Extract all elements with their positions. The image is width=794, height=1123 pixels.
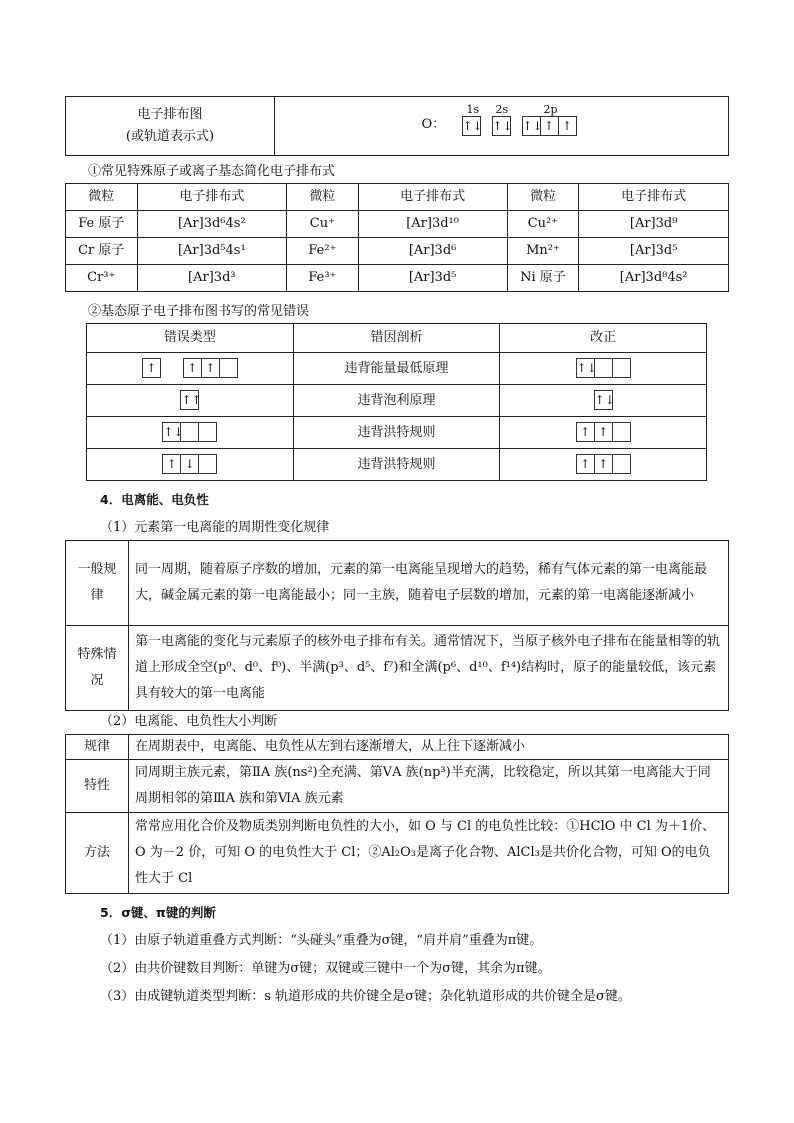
section2-title: ②基态原子电子排布图书写的常见错误 [88, 304, 310, 319]
orbital-2p [522, 115, 577, 138]
orbital-box-group [576, 421, 631, 443]
table-header: 微粒 [287, 184, 359, 211]
orbital-box [199, 454, 217, 474]
orbital-box [595, 358, 613, 378]
table-cell: Mn²⁺ [507, 238, 579, 265]
fix-diagram-cell [500, 449, 707, 481]
orbital-box-group [594, 389, 613, 411]
reason-cell: 违背泡利原理 [293, 385, 500, 417]
reason-cell: 违背洪特规则 [293, 449, 500, 481]
subheading-4-2: （2）电离能、电负性大小判断 [100, 714, 278, 729]
table-header: 错误类型 [87, 324, 294, 353]
orbital-box: ↑ [202, 358, 220, 378]
row-text: 同周期主族元素，第ⅡA 族(ns²)全充满、第ⅤA 族(np³)半充满，比较稳定，所以其第一电离能大于同周期相邻的第ⅢA 族和第ⅥA 族元素 [129, 760, 729, 813]
orbital-diagram-cell [275, 97, 729, 156]
fix-diagram-cell [500, 385, 707, 417]
section1-title: ①常见特殊原子或离子基态简化电子排布式 [88, 164, 336, 179]
row-text: 在周期表中，电离能、电负性从左到右逐渐增大，从上往下逐渐减小 [129, 735, 729, 760]
paragraph-5-2: （2）由共价键数目判断：单键为σ键；双键或三键中一个为σ键，其余为π键。 [100, 961, 551, 976]
paragraph-5-3: （3）由成键轨道类型判断：s 轨道形成的共价键全是σ键；杂化轨道形成的共价键全是σ键。 [100, 989, 631, 1004]
heading-4: 4．电离能、电负性 [100, 492, 209, 507]
orbital-box [181, 422, 199, 442]
orbital-box: ↑ [541, 116, 559, 136]
table-row [66, 735, 729, 760]
table-header: 改正 [500, 324, 707, 353]
orbital-box: ↑↓ [462, 116, 481, 136]
reason-cell: 违背能量最低原理 [293, 353, 500, 385]
orbital-box-group [576, 453, 631, 475]
element-symbol: O： [421, 117, 446, 132]
orbital-box-group [142, 357, 161, 379]
table-cell: [Ar]3d⁶ [358, 238, 507, 265]
table-row [87, 449, 707, 481]
table-row [87, 385, 707, 417]
paragraph-5-1: （1）由原子轨道重叠方式判断：“头碰头”重叠为σ键，“肩并肩”重叠为π键。 [100, 933, 543, 948]
table-cell: Cr³⁺ [66, 265, 138, 292]
orbital-box: ↑↓ [492, 116, 511, 136]
orbital-table [65, 96, 729, 156]
wrong-diagram-cell [87, 353, 294, 385]
table-cell: [Ar]3d⁸4s² [579, 265, 729, 292]
table-cell: Cu⁺ [287, 211, 359, 238]
orbital-box-group [576, 357, 631, 379]
fix-diagram-cell [500, 417, 707, 449]
table-header-row [87, 324, 707, 353]
table-row [87, 353, 707, 385]
orbital-box: ↑↓ [162, 422, 181, 442]
table-row [66, 626, 729, 711]
row-text: 第一电离能的变化与元素原子的核外电子排布有关。通常情况下，当原子核外电子排布在能量相等的轨道上形成全空(p⁰、d⁰、f⁰)、半满(p³、d⁵、f⁷)和全满(p⁶、d¹⁰、f¹⁴)结构时，原子的能量较低，该元素具有较大的第一电离能 [129, 626, 729, 711]
orbital-box [613, 454, 631, 474]
table-cell: [Ar]3d⁵4s¹ [137, 238, 287, 265]
table-cell: [Ar]3d¹⁰ [358, 211, 507, 238]
table-cell: Fe²⁺ [287, 238, 359, 265]
orbital-box: ↑ [576, 422, 595, 442]
orbital-box [199, 422, 217, 442]
wrong-diagram-cell [87, 385, 294, 417]
orbital-box: ↑↓ [594, 390, 613, 410]
row-label: 一般规律 [66, 541, 129, 626]
orbital-box-group [462, 115, 481, 137]
orbital-box [613, 422, 631, 442]
orbital-box: ↑ [576, 454, 595, 474]
table-cell: [Ar]3d⁶4s² [137, 211, 287, 238]
orbital-label-line1: 电子排布图 [137, 107, 203, 122]
sub-2p-label: 2p [543, 103, 558, 116]
sub-1s-label: 1s [466, 103, 480, 116]
heading-5: 5．σ键、π键的判断 [100, 905, 216, 920]
orbital-box: ↑ [559, 116, 577, 136]
fix-diagram-cell [500, 353, 707, 385]
orbital-box: ↑↓ [522, 116, 541, 136]
reason-cell: 违背洪特规则 [293, 417, 500, 449]
orbital-box: ↑ [162, 454, 181, 474]
table-header: 错因剖析 [293, 324, 500, 353]
table-cell: [Ar]3d⁹ [579, 211, 729, 238]
orbital-box-group [522, 115, 577, 137]
row-text: 同一周期，随着原子序数的增加，元素的第一电离能呈现增大的趋势，稀有气体元素的第一电离能最大，碱金属元素的第一电离能最小；同一主族，随着电子层数的增加，元素的第一电离能逐渐减小 [129, 541, 729, 626]
orbital-box: ↓ [181, 454, 199, 474]
table-cell: Fe 原子 [66, 211, 138, 238]
table-row [66, 211, 729, 238]
orbital-1s [462, 115, 481, 138]
orbital-box: ↑ [595, 422, 613, 442]
table-row [66, 238, 729, 265]
error-table [86, 323, 707, 481]
subheading-4-1: （1）元素第一电离能的周期性变化规律 [100, 520, 330, 535]
orbital-box-group [183, 357, 238, 379]
orbital-label-line2: (或轨道表示式) [125, 129, 215, 144]
sub-2s-label: 2s [495, 103, 509, 116]
row-label: 规律 [66, 735, 129, 760]
orbital-label-cell [66, 97, 275, 156]
table-row [66, 541, 729, 626]
config-table [65, 183, 729, 292]
orbital-box: ↑↑ [180, 390, 199, 410]
table-header: 电子排布式 [137, 184, 287, 211]
table-cell: [Ar]3d⁵ [579, 238, 729, 265]
table-header: 微粒 [507, 184, 579, 211]
table-row [66, 184, 729, 211]
table-header: 电子排布式 [579, 184, 729, 211]
table-row [66, 813, 729, 894]
row-text: 常常应用化合价及物质类别判断电负性的大小，如 O 与 Cl 的电负性比较：①HClO 中 Cl 为＋1价、O 为－2 价，可知 O 的电负性大于 Cl；②Al₂O₃是离子化合物、AlCl₃是共价化合物，可知 O的电负性大于 Cl [129, 813, 729, 894]
orbital-box: ↑ [183, 358, 202, 378]
table-row [66, 760, 729, 813]
table-header: 微粒 [66, 184, 138, 211]
orbital-box-group [162, 421, 217, 443]
wrong-diagram-cell [87, 449, 294, 481]
ionization-table [65, 540, 729, 711]
orbital-box: ↑ [142, 358, 161, 378]
table-cell: [Ar]3d⁵ [358, 265, 507, 292]
row-label: 方法 [66, 813, 129, 894]
orbital-box: ↑↓ [576, 358, 595, 378]
table-cell: Cu²⁺ [507, 211, 579, 238]
orbital-2s [492, 115, 511, 138]
table-header: 电子排布式 [358, 184, 507, 211]
table-cell: Fe³⁺ [287, 265, 359, 292]
row-label: 特性 [66, 760, 129, 813]
row-label: 特殊情况 [66, 626, 129, 711]
orbital-box: ↑ [595, 454, 613, 474]
rule-table [65, 734, 729, 894]
orbital-box-group [180, 389, 202, 411]
orbital-box-group [162, 453, 217, 475]
table-row [87, 417, 707, 449]
table-cell: [Ar]3d³ [137, 265, 287, 292]
orbital-box [220, 358, 238, 378]
table-cell: Cr 原子 [66, 238, 138, 265]
table-row [66, 265, 729, 292]
orbital-box-group [492, 115, 511, 137]
table-cell: Ni 原子 [507, 265, 579, 292]
wrong-diagram-cell [87, 417, 294, 449]
orbital-box [613, 358, 631, 378]
